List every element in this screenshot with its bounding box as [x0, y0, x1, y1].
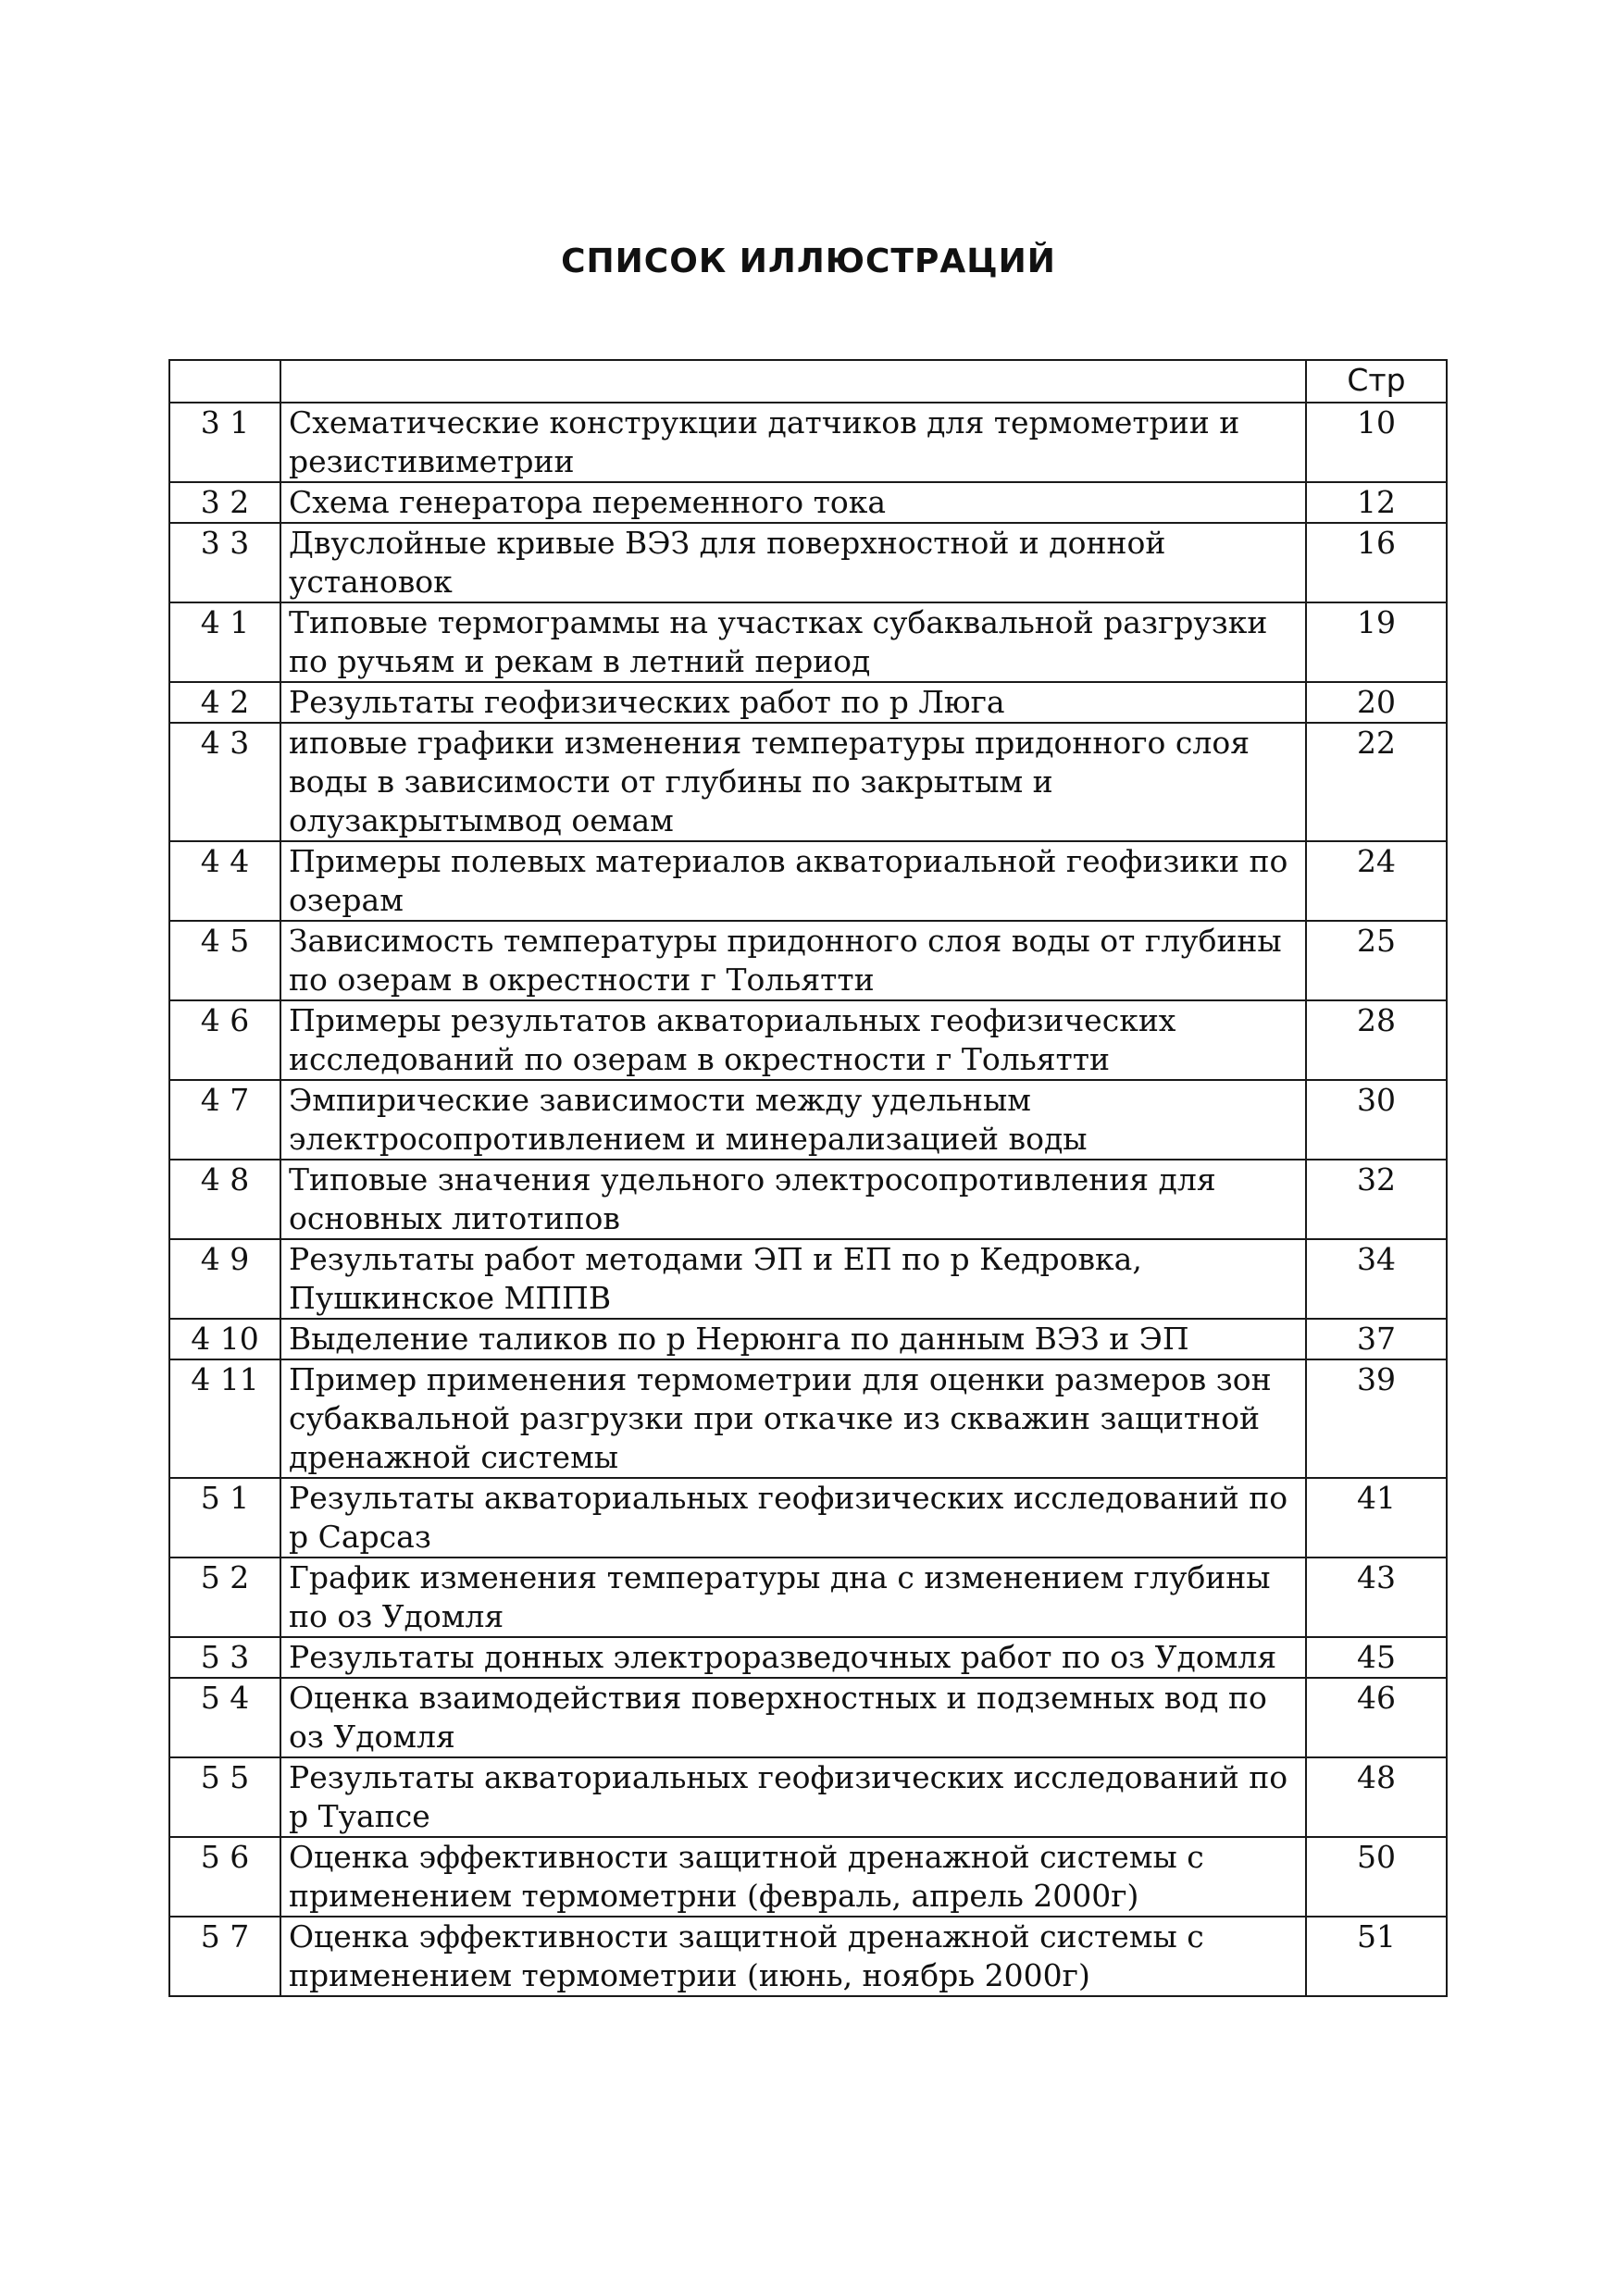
figure-number: 5 7 [169, 1917, 280, 1996]
figure-title: Результаты работ методами ЭП и ЕП по р Кедровка, Пушкинское МППВ [280, 1239, 1306, 1319]
page-number: 37 [1306, 1319, 1447, 1359]
figure-number: 4 5 [169, 921, 280, 1000]
page-number: 41 [1306, 1478, 1447, 1558]
table-row [169, 1478, 1447, 1558]
figure-title: Зависимость температуры придонного слоя воды от глубины по озерам в окрестности г Тольятти [280, 921, 1306, 1000]
page-number: 32 [1306, 1160, 1447, 1239]
table-row [169, 1319, 1447, 1359]
figure-title: Схема генератора переменного тока [280, 482, 1306, 523]
header-num [169, 360, 280, 403]
table-row [169, 682, 1447, 723]
figure-title: иповые графики изменения температуры придонного слоя воды в зависимости от глубины по закрытым и олузакрытымвод оемам [280, 723, 1306, 841]
figure-number: 4 6 [169, 1000, 280, 1080]
figure-number: 5 5 [169, 1757, 280, 1837]
table-row [169, 921, 1447, 1000]
table-row [169, 1757, 1447, 1837]
figure-number: 4 3 [169, 723, 280, 841]
figure-number: 5 2 [169, 1558, 280, 1637]
figure-title: Результаты акваториальных геофизических исследований по р Сарсаз [280, 1478, 1306, 1558]
page-number: 43 [1306, 1558, 1447, 1637]
page-number: 16 [1306, 523, 1447, 602]
figure-title: Эмпирические зависимости между удельным электросопротивлением и минерализацией воды [280, 1080, 1306, 1160]
table-row [169, 1000, 1447, 1080]
figure-title: Оценка взаимодействия поверхностных и подземных вод по оз Удомля [280, 1678, 1306, 1757]
page-number: 51 [1306, 1917, 1447, 1996]
page-number: 48 [1306, 1757, 1447, 1837]
figure-title: Результаты геофизических работ по р Люга [280, 682, 1306, 723]
figure-title: Пример применения термометрии для оценки размеров зон субаквальной разгрузки при откачке из скважин защитной дренажной системы [280, 1359, 1306, 1478]
figure-number: 3 2 [169, 482, 280, 523]
table-row [169, 482, 1447, 523]
figure-title: Результаты акваториальных геофизических исследований по р Туапсе [280, 1757, 1306, 1837]
figure-number: 3 1 [169, 403, 280, 482]
figure-number: 4 8 [169, 1160, 280, 1239]
table-row [169, 403, 1447, 482]
table-row [169, 1917, 1447, 1996]
table-row [169, 1837, 1447, 1917]
table-row [169, 841, 1447, 921]
table-row [169, 1637, 1447, 1678]
table-row [169, 1239, 1447, 1319]
page-number: 50 [1306, 1837, 1447, 1917]
page-number: 39 [1306, 1359, 1447, 1478]
table-row [169, 1080, 1447, 1160]
page-number: 46 [1306, 1678, 1447, 1757]
figure-number: 5 4 [169, 1678, 280, 1757]
header-title [280, 360, 1306, 403]
figure-number: 5 1 [169, 1478, 280, 1558]
figure-number: 5 3 [169, 1637, 280, 1678]
figure-number: 5 6 [169, 1837, 280, 1917]
figure-number: 4 10 [169, 1319, 280, 1359]
figure-title: Типовые значения удельного электросопротивления для основных литотипов [280, 1160, 1306, 1239]
page-number: 30 [1306, 1080, 1447, 1160]
page-number: 25 [1306, 921, 1447, 1000]
table-row [169, 1160, 1447, 1239]
table-row [169, 1359, 1447, 1478]
figure-number: 4 9 [169, 1239, 280, 1319]
figure-title: Результаты донных электроразведочных работ по оз Удомля [280, 1637, 1306, 1678]
figure-number: 4 7 [169, 1080, 280, 1160]
figure-title: Типовые термограммы на участках субаквальной разгрузки по ручьям и рекам в летний период [280, 602, 1306, 682]
page-number: 20 [1306, 682, 1447, 723]
page-number: 19 [1306, 602, 1447, 682]
figure-title: Оценка эффективности защитной дренажной системы с применением термометрни (февраль, апрель 2000г) [280, 1837, 1306, 1917]
figure-title: Примеры результатов акваториальных геофизических исследований по озерам в окрестности г Тольятти [280, 1000, 1306, 1080]
page-number: 28 [1306, 1000, 1447, 1080]
figure-title: Двуслойные кривые ВЭЗ для поверхностной и донной установок [280, 523, 1306, 602]
table-body [169, 403, 1447, 1996]
page-number: 34 [1306, 1239, 1447, 1319]
table-row [169, 523, 1447, 602]
figure-title: Схематические конструкции датчиков для термометрии и резистивиметрии [280, 403, 1306, 482]
figure-title: Оценка эффективности защитной дренажной системы с применением термометрии (июнь, ноябрь 2000г) [280, 1917, 1306, 1996]
page-number: 45 [1306, 1637, 1447, 1678]
page-number: 10 [1306, 403, 1447, 482]
page-number: 22 [1306, 723, 1447, 841]
page-title: СПИСОК ИЛЛЮСТРАЦИЙ [561, 242, 1056, 280]
illustrations-table [168, 359, 1448, 1997]
header-page: Стр [1306, 360, 1447, 403]
figure-title: Выделение таликов по р Нерюнга по данным ВЭЗ и ЭП [280, 1319, 1306, 1359]
table-row [169, 1678, 1447, 1757]
figure-number: 4 4 [169, 841, 280, 921]
table-row [169, 602, 1447, 682]
figure-title: График изменения температуры дна с изменением глубины по оз Удомля [280, 1558, 1306, 1637]
figure-number: 4 11 [169, 1359, 280, 1478]
figure-title: Примеры полевых материалов акваториальной геофизики по озерам [280, 841, 1306, 921]
figure-number: 4 2 [169, 682, 280, 723]
page-number: 12 [1306, 482, 1447, 523]
page-number: 24 [1306, 841, 1447, 921]
table-row [169, 723, 1447, 841]
table-row [169, 1558, 1447, 1637]
figure-number: 4 1 [169, 602, 280, 682]
table-header-row [169, 360, 1447, 403]
figure-number: 3 3 [169, 523, 280, 602]
